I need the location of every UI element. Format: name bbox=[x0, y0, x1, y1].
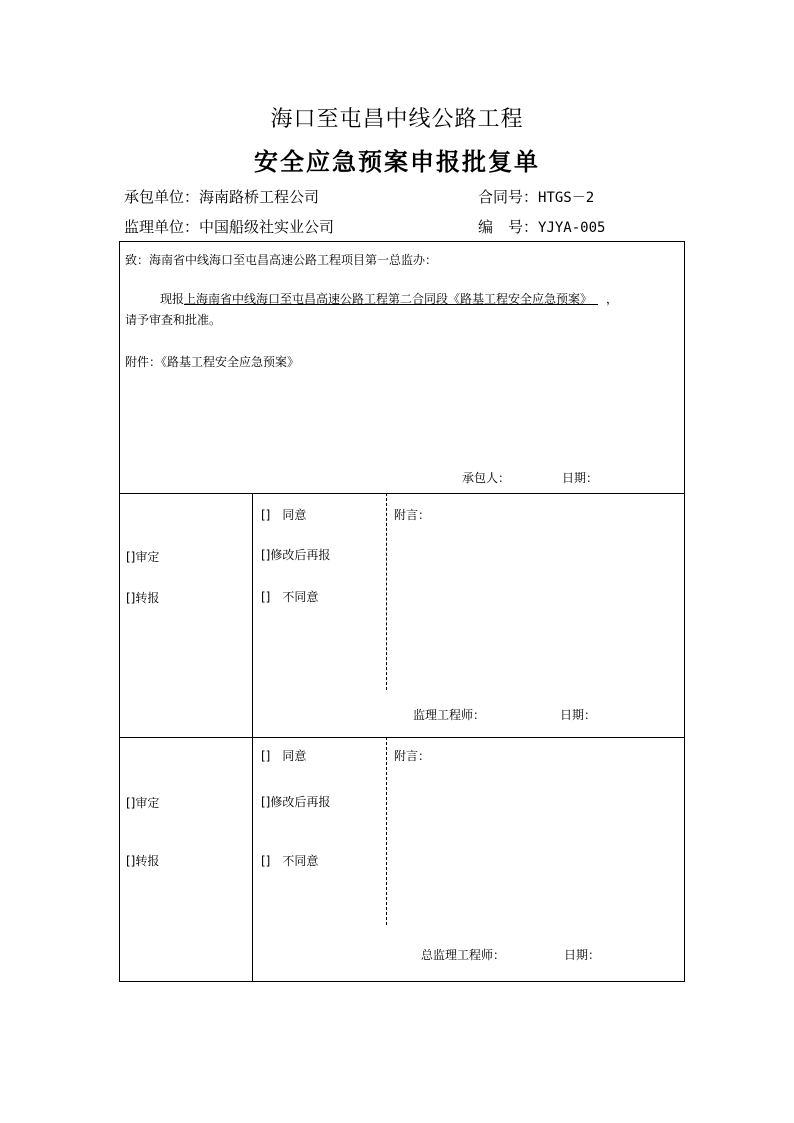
submission-request: 请予审查和批准。 bbox=[125, 313, 222, 327]
submission-suffix: ， bbox=[606, 292, 619, 306]
column-divider bbox=[252, 493, 253, 982]
number-label: 编 号： bbox=[478, 218, 539, 236]
submission-plan-name: 上海南省中线海口至屯昌高速公路工程第二合同段《路基工程安全应急预案》 bbox=[184, 292, 599, 306]
revise-option: []修改后再报 bbox=[261, 795, 331, 809]
document-title: 海口至屯昌中线公路工程 bbox=[270, 107, 524, 132]
revise-option: []修改后再报 bbox=[261, 548, 331, 562]
disagree-option: [] 不同意 bbox=[261, 590, 319, 604]
supervisor-row bbox=[124, 216, 334, 237]
contractor-value: 海南路桥工程公司 bbox=[199, 188, 320, 206]
table-top-border bbox=[119, 241, 685, 242]
engineer-date-label: 日期： bbox=[560, 708, 597, 722]
disagree-option: [] 不同意 bbox=[261, 854, 319, 868]
agree-option: [] 同意 bbox=[261, 749, 307, 763]
row-divider-1 bbox=[119, 493, 685, 494]
table-right-border bbox=[684, 241, 685, 982]
note-label: 附言： bbox=[394, 508, 431, 522]
supervisor-label: 监理单位： bbox=[124, 218, 200, 236]
contractor-label: 承包单位： bbox=[124, 188, 200, 206]
table-bottom-border bbox=[119, 981, 685, 982]
attachment: 附件：《路基工程安全应急预案》 bbox=[125, 355, 300, 369]
document-subtitle: 安全应急预案申报批复单 bbox=[254, 148, 540, 176]
submission-prefix: 现报 bbox=[160, 292, 185, 306]
forward-option: []转报 bbox=[126, 854, 160, 868]
addressee: 致：海南省中线海口至屯昌高速公路工程项目第一总监办： bbox=[125, 253, 438, 267]
number-value: YJYA-005 bbox=[538, 220, 606, 236]
row-divider-2 bbox=[119, 737, 685, 738]
chief-engineer-date-label: 日期： bbox=[564, 948, 601, 962]
engineer-signature-label: 监理工程师： bbox=[413, 708, 486, 722]
dashed-divider-1 bbox=[386, 493, 387, 690]
chief-engineer-signature-label: 总监理工程师： bbox=[421, 948, 506, 962]
review-option: []审定 bbox=[126, 796, 160, 810]
review-option: []审定 bbox=[126, 550, 160, 564]
note-label: 附言： bbox=[394, 749, 431, 763]
agree-option: [] 同意 bbox=[261, 508, 307, 522]
table-left-border bbox=[119, 241, 120, 982]
contractor-row bbox=[124, 186, 319, 207]
contract-no-row bbox=[478, 186, 594, 207]
supervisor-value: 中国船级社实业公司 bbox=[199, 218, 335, 236]
contractor-date-label: 日期： bbox=[562, 471, 599, 485]
forward-option: []转报 bbox=[126, 591, 160, 605]
contract-no-value: HTGS－2 bbox=[538, 190, 595, 206]
submission-line bbox=[160, 290, 618, 307]
contract-no-label: 合同号： bbox=[478, 188, 539, 206]
contractor-signature-label: 承包人： bbox=[462, 471, 511, 485]
number-row bbox=[478, 216, 605, 237]
dashed-divider-2 bbox=[386, 737, 387, 925]
